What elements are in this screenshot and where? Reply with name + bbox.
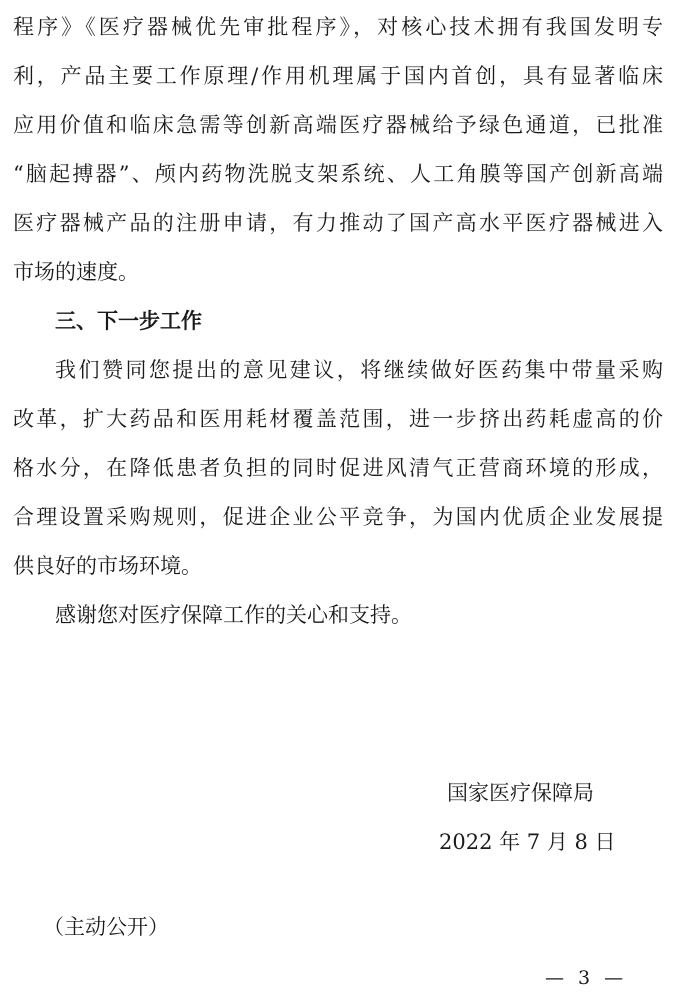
signature-date: 2022 年 7 月 8 日: [439, 830, 616, 854]
para2-line-1: 我们赞同您提出的意见建议，将继续做好医药集中带量采购: [55, 358, 663, 382]
signature-org: 国家医疗保障局: [447, 781, 594, 805]
para1-line-3: 应用价值和临床急需等创新高端医疗器械给予绿色通道，已批准: [13, 113, 663, 137]
para1-line-4: “脑起搏器”、颅内药物洗脱支架系统、人工角膜等国产创新高端: [13, 162, 663, 186]
para1-line-2: 利，产品主要工作原理/作用机理属于国内首创，具有显著临床: [13, 64, 663, 88]
para1-line-1: 程序》《医疗器械优先审批程序》，对核心技术拥有我国发明专: [13, 15, 663, 39]
para2-line-2: 改革，扩大药品和医用耗材覆盖范围，进一步挤出药耗虚高的价: [13, 407, 663, 431]
para2-line-3: 格水分，在降低患者负担的同时促进风清气正营商环境的形成，: [13, 456, 663, 480]
para3-line: 感谢您对医疗保障工作的关心和支持。: [55, 603, 412, 627]
para2-line-5: 供良好的市场环境。: [13, 554, 202, 578]
para1-line-5: 医疗器械产品的注册申请，有力推动了国产高水平医疗器械进入: [13, 211, 663, 235]
page-number: — 3 —: [545, 967, 628, 989]
section-heading: 三、下一步工作: [55, 309, 202, 333]
para1-line-6: 市场的速度。: [13, 260, 139, 284]
disclosure-note: （主动公开）: [43, 915, 169, 939]
para2-line-4: 合理设置采购规则，促进企业公平竞争，为国内优质企业发展提: [13, 505, 663, 529]
